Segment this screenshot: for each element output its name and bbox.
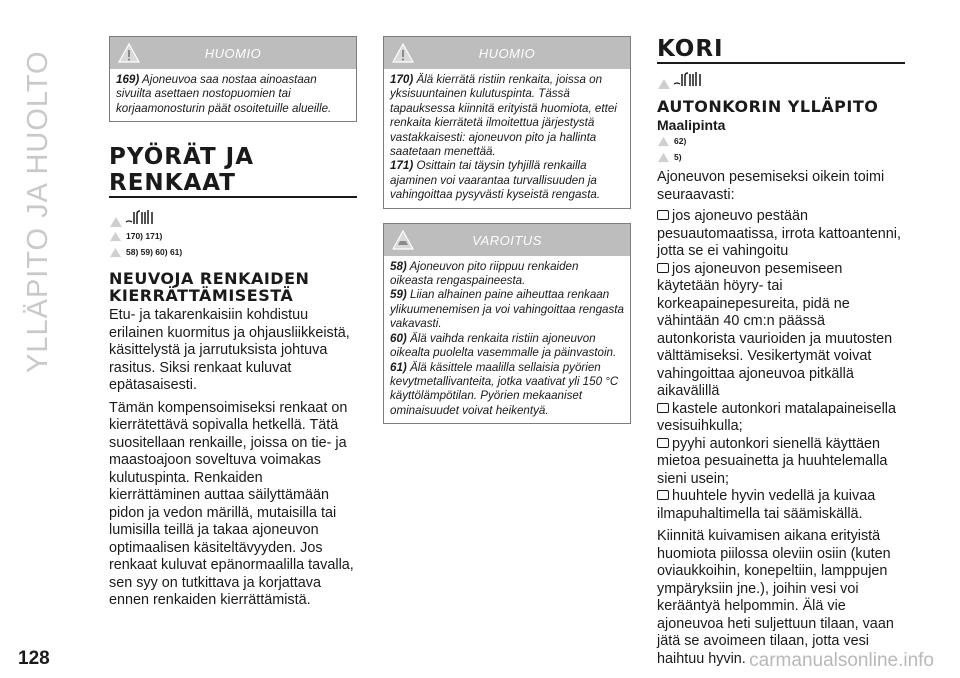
bullet-icon bbox=[657, 263, 669, 273]
warning-triangle-icon bbox=[109, 231, 122, 242]
paragraph: Tämän kompensoimiseksi renkaat on kierrätettävä sopivalla hetkellä. Tätä suositellaan renkaille, joissa on tie- ja maastoajoon soveltuva voimakas kulutuspinta. Renkaiden kierrättäminen auttaa säilyttämään pidon ja vedon märillä, mutaisilla tai lumisilla teillä ja takaa ajoneuvon optimaalisen käsiteltävyyden. Jos renkaat kuluvat epänormaalilla tavalla, sen syy on tutkittava ja korjattava ennen renkaiden kierrättämistä. bbox=[109, 399, 354, 609]
column-left bbox=[109, 36, 357, 610]
bullet-icon bbox=[657, 210, 669, 220]
reference-list: 170) 171) bbox=[109, 228, 357, 244]
list-item: jos ajoneuvo pestään pesuautomaatissa, irrota kattoantenni, jotta se ei vahingoitu bbox=[657, 208, 901, 259]
warning-item: 59) Liian alhainen paine aiheuttaa renkaan ylikuumenemisen ja voi vahingoittaa rengasta vakavasti. bbox=[390, 288, 624, 331]
sub-title-body-care: AUTONKORIN YLLÄPITO bbox=[657, 97, 879, 116]
bullet-icon bbox=[657, 403, 669, 413]
list-item: kastele autonkori matalapaineisella vesisuihkulla; bbox=[657, 400, 896, 434]
chapter-side-title: YLLÄPITO JA HUOLTO bbox=[22, 50, 54, 373]
caution-icon bbox=[109, 247, 122, 258]
warning-box-varoitus bbox=[383, 223, 631, 424]
warning-title: HUOMIO bbox=[478, 46, 536, 61]
warning-item: 58) Ajoneuvon pito riippuu renkaiden oikeasta rengaspaineesta. bbox=[390, 259, 579, 288]
paragraph: Ajoneuvon pesemiseksi oikein toimi seuraavasti: bbox=[657, 169, 885, 203]
body-service-icon bbox=[672, 70, 706, 90]
reference-list: 62) bbox=[657, 133, 905, 149]
paragraph: Etu- ja takarenkaisiin kohdistuu erilainen kuormitus ja ohjausliikkeistä, käsittelystä ja jarrutuksista johtuva rasitus. Siksi renkaat kuluvat epätasaisesti. bbox=[109, 307, 350, 394]
warning-box-huomio-170 bbox=[383, 36, 631, 209]
small-title-paint: Maalipinta bbox=[657, 117, 726, 133]
warning-title: HUOMIO bbox=[204, 46, 262, 61]
warning-item: 169) Ajoneuvoa saa nostaa ainoastaan sivuilta asettaen nostopuomien tai korjaamonosturin päät osoitetuille alueille. bbox=[116, 73, 332, 115]
section-title-wheels: PYÖRÄT JA RENKAAT bbox=[109, 144, 255, 197]
warning-item: 170) Älä kierrätä ristiin renkaita, joissa on yksisuuntainen kulutuspinta. Tässä tapauksessa kiinnitä erityistä huomiota, ettei renkaita kierrätetä ilmoitettua järjestystä vastakkaisesti: ajoneuvon pito ja hallinta saatetaan menettää. bbox=[390, 73, 617, 159]
warning-item: 61) Älä käsittele maalilla sellaisia pyörien kevytmetallivanteita, jotka vaativat yli 150 °C käyttölämpötilan. Pyörien mekaaniset ominaisuudet voivat heikentyä. bbox=[390, 360, 619, 417]
warning-box-huomio-169 bbox=[109, 36, 357, 122]
column-middle bbox=[383, 36, 631, 424]
reference-list: 58) 59) 60) 61) bbox=[109, 244, 357, 260]
tyre-service-icon bbox=[124, 208, 158, 228]
list-item: huuhtele hyvin vedellä ja kuivaa ilmapuhaltimella tai säämiskällä. bbox=[657, 488, 876, 522]
sub-title-tyre-rotation: NEUVOJA RENKAIDEN KIERRÄTTÄMISESTÄ bbox=[109, 269, 310, 306]
reference-list: 5) bbox=[657, 149, 905, 165]
column-right bbox=[657, 36, 905, 668]
list-item: jos ajoneuvon pesemiseen käytetään höyry- tai korkeapainepesureita, pidä ne vähintään 40 cm:n päässä autonkorista vaurioiden ja muutosten välttämiseksi. Vesikertymät voivat vahingoittaa ajoneuvoa pitkällä aikavälillä bbox=[657, 260, 893, 399]
warning-triangle-icon bbox=[657, 136, 670, 147]
page-number: 128 bbox=[18, 648, 50, 669]
warning-item: 171) Osittain tai täysin tyhjillä renkailla ajaminen voi vaarantaa turvallisuuden ja vahingoittaa pysyvästi kyseistä rengasta. bbox=[390, 159, 601, 202]
warning-triangle-icon bbox=[109, 216, 123, 228]
warning-title: VAROITUS bbox=[472, 232, 542, 248]
watermark: carmanualsonline.info bbox=[749, 650, 934, 671]
warning-triangle-icon bbox=[657, 78, 671, 90]
section-title-body: KORI bbox=[657, 36, 724, 62]
paragraph: Kiinnitä kuivamisen aikana erityistä huomiota piilossa oleviin osiin (kuten oviaukkoihin, konepeltiin, lamppujen ympäryksiin jne.), joihin vesi voi kerääntyä helpommin. Älä vie ajoneuvoa heti suljettuun tilaan, vaan jätä se avoimeen tilaan, jotta vesi haihtuu hyvin. bbox=[657, 528, 894, 667]
bullet-icon bbox=[657, 438, 669, 448]
list-item: pyyhi autonkori sienellä käyttäen mietoa pesuainetta ja huuhtelemalla sieni usein; bbox=[657, 435, 888, 487]
warning-item: 60) Älä vaihda renkaita ristiin ajoneuvon oikealta puolelta vasemmalle ja päinvastoin. bbox=[390, 331, 617, 360]
bullet-icon bbox=[657, 490, 669, 500]
caution-icon bbox=[657, 152, 670, 163]
